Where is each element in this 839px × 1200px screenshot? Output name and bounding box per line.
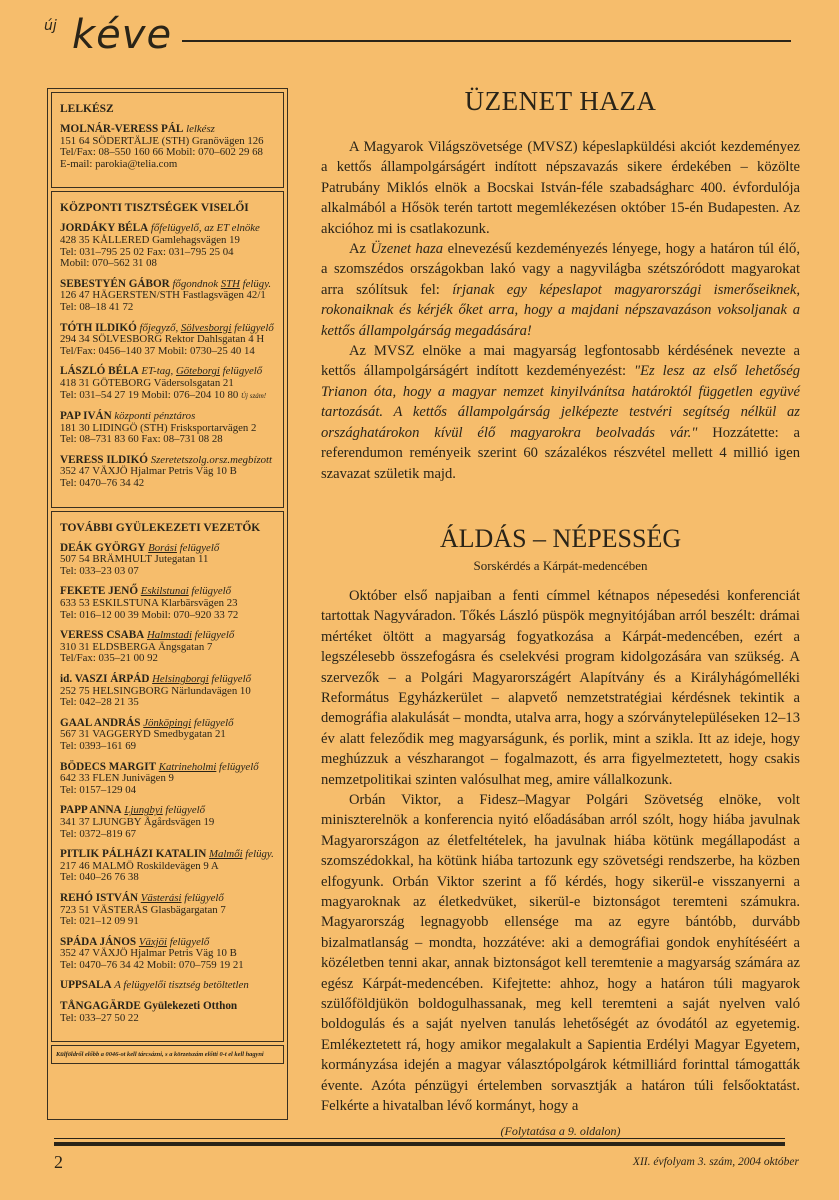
contact-entry (60, 323, 276, 358)
article-title: ÜZENET HAZA (464, 86, 657, 116)
contact-role: felügyelő (231, 321, 274, 334)
new-number-note: Új szám! (241, 391, 267, 400)
contact-name: SPÁDA JÁNOS (60, 935, 137, 948)
contact-detail: Tel: 040–26 76 38 (60, 871, 139, 884)
footer-rule (54, 1142, 785, 1146)
contact-name: DEÁK GYÖRGY (60, 541, 146, 554)
contact-congregation: Göteborgi (175, 365, 220, 378)
italic-text: írjanak egy képeslapot magyarországi ismerőseiknek, rokonaiknak és kérjék őket arra, hogy a majdani népszavazáson voksoljanak a kettős állampolgárság megadására! (321, 281, 800, 339)
contact-role: felügyelő (181, 891, 224, 904)
contact-detail: Tel: 0372–819 67 (60, 827, 137, 840)
section-title: TOVÁBBI GYÜLEKEZETI VEZETŐK (60, 521, 261, 534)
contact-congregation: Helsingborgi (152, 673, 209, 685)
contact-detail: 341 37 LJUNGBY Ågårdsvägen 19 (60, 815, 215, 828)
contact-name-line (60, 893, 276, 905)
page-number: 2 (54, 1152, 63, 1172)
contact-detail: E-mail: parokia@telia.com (60, 157, 178, 170)
contact-entry (60, 543, 276, 578)
contact-congregation: Halmstadi (146, 629, 192, 642)
contact-role: főfelügyelő, az ET elnöke (150, 222, 260, 235)
contact-role: Szeretetszolg.orsz.megbízott (150, 453, 273, 466)
text: Az (349, 241, 371, 258)
contact-entry (60, 674, 276, 709)
contact-detail: Tel: 0470–76 34 42 (60, 477, 145, 490)
italic-text: "Ez lesz az első lehetőség Trianon óta, hogy a magyar nemzet kinyilvánítsa határoktól független együvé tartozását. A kettős állampolgárság jelképezte testvéri segítség nélkül az országhatárokon kívül élő magyarokra beolvadás vár." (321, 363, 800, 441)
contact-detail: Tel: 08–731 83 60 Fax: 08–731 08 28 (60, 433, 223, 446)
contact-congregation: Malmői (209, 848, 243, 861)
contact-entry (60, 586, 276, 621)
contact-name: TÅNGAGÄRDE Gyülekezeti Otthon (60, 1000, 238, 1013)
article-title: ÁLDÁS – NÉPESSÉG (439, 523, 682, 553)
contact-entry (60, 718, 276, 753)
contact-name: PAPP ANNA (60, 804, 122, 817)
contact-detail: Tel: 021–12 09 91 (60, 915, 139, 928)
contact-name: BÖDECS MARGIT (60, 760, 157, 773)
contact-detail: Tel: 033–27 50 22 (60, 1011, 139, 1024)
contact-detail: 126 47 HÄGERSTEN/STH Fastlagsvägen 42/1 (60, 289, 266, 302)
contact-role: felügyelő (188, 585, 232, 598)
text: Október első napjaiban a fenti címmel kétnapos népesedési konferenciát tartottak Nagyváradon. Tőkés László püspök megnyitójában arról beszélt: drámai mértéket öltött a magyarság fogyatkozása a Kárpát-medencében, ezért a legszélesebb összefogásra és cselekvési program kidolgozására van szükség. A szervezők – a Polgári Magyarországért Alapítvány és a Királyhágómelléki Református Egyházkerület – alapvető nemzetstratégiai kérdésnek tekintik a demográfia alakulását – mondta, utalva arra, hogy a szórványtelepüléseken 12–13 év alatt feleződik meg magyarságunk, és porlik, mint a szikla. Itt az ideje, hogy meghúzzuk a vészharangot – fogalmazott, és arra figyelmeztetett, hogy csakis nemzetpolitikai szinten valósulhat meg, amire vállalkozunk. (321, 587, 800, 788)
contact-entry (60, 455, 276, 490)
contact-detail: 633 53 ESKILSTUNA Klarbärsvägen 23 (60, 597, 238, 610)
contact-name-line (60, 124, 276, 136)
contact-name: REHÓ ISTVÁN (60, 891, 139, 904)
italic-text: Üzenet haza (370, 241, 444, 258)
contact-name-line (60, 980, 276, 992)
contact-entry (60, 411, 276, 446)
contact-name-line (60, 411, 276, 423)
contact-name: id. VASZI ÁRPÁD (60, 673, 150, 685)
contact-detail: Tel: 0393–161 69 (60, 739, 137, 752)
paragraph (321, 586, 800, 790)
contact-name: JORDÁKY BÉLA (60, 222, 149, 235)
contact-detail: 352 47 VÄXJÖ Hjalmar Petris Väg 10 B (60, 465, 237, 478)
contact-name: TÓTH ILDIKÓ (60, 321, 137, 334)
text: A Magyarok Világszövetsége (MVSZ) képeslapküldési akciót kezdeményez a kettős állampolgárságért indított népszavazás sikere érdekében – közölte Patrubány Miklós elnök a Bocskai István-féle szabadságharc 400. évfordulója alkalmából a Hősök terén tartott megemlékezésen október 15-én Budapesten. Az akcióhoz mi is csatlakozunk. (321, 139, 800, 237)
contact-detail: Tel: 0470–76 34 42 Mobil: 070–759 19 21 (60, 958, 244, 971)
contact-entry (60, 762, 276, 797)
contact-detail: 428 35 KÅLLERED Gamlehagsvägen 19 (60, 233, 240, 246)
paragraph (321, 790, 800, 1117)
contact-detail: 723 51 VÄSTERÅS Glasbägargatan 7 (60, 903, 226, 916)
contact-role: A felügyelői tisztség betöltetlen (114, 979, 249, 992)
contact-detail: Tel: 0157–129 04 (60, 783, 137, 796)
contact-detail: Tel: 016–12 00 39 Mobil: 070–920 33 72 (60, 608, 239, 621)
contact-detail: Tel/Fax: 0456–140 37 Mobil: 0730–25 40 14 (60, 344, 255, 357)
contact-detail: 352 47 VÄXJÖ Hjalmar Petris Väg 10 B (60, 947, 237, 960)
text: Hozzátette: a referendumon reményeik szerint 60 százalékos részvétel mellett 4 millió igen szavazat születik majd. (321, 424, 800, 482)
text: elnevezésű kezdeményezés lényege, hogy a határon túl élő, a szomszédos országokban lakó vagy a nagyvilágba szétszóródott magyarokat arra szólítsuk fel: (321, 241, 800, 298)
contact-entry (60, 937, 276, 972)
contact-entry (60, 805, 276, 840)
contact-role: felügyelő (208, 673, 251, 685)
continued-note: (Folytatása a 9. oldalon) (500, 1124, 621, 1139)
contact-detail: Tel: 031–795 25 02 Fax: 031–795 25 04 (60, 245, 234, 258)
section-title: LELKÉSZ (60, 103, 114, 115)
contact-name: PAP IVÁN (60, 410, 112, 423)
main-column (321, 86, 800, 1139)
contact-detail: Tel/Fax: 08–550 160 66 Mobil: 070–602 29 68 (60, 146, 263, 159)
article-subtitle: Sorskérdés a Kárpát-medencében (473, 557, 648, 573)
contact-congregation: Borási (148, 541, 177, 554)
dialing-note: Külföldről előbb a 0046-ot kell tárcsázni, s a körzetszám előtti 0-t el kell hagyni (51, 1045, 284, 1064)
sidebar-section (51, 511, 284, 1043)
contact-role: felügyelő (191, 629, 235, 642)
contact-name: FEKETE JENŐ (60, 585, 139, 598)
contact-name: SEBESTYÉN GÁBOR (60, 277, 170, 290)
contacts-sidebar (47, 88, 288, 1120)
contact-entry (60, 279, 276, 314)
paragraph (321, 239, 800, 341)
contact-name-line (60, 674, 276, 686)
contact-role: lelkész (186, 123, 215, 135)
contact-detail: Tel: 042–28 21 35 (60, 696, 139, 709)
contact-detail: 642 33 FLEN Junivägen 9 (60, 772, 174, 785)
contact-congregation: Jönköpingi (143, 716, 192, 729)
contact-role: főgondnok (172, 277, 221, 290)
paragraph (321, 137, 800, 239)
contact-name: PITLIK PÁLHÁZI KATALIN (60, 848, 207, 861)
contact-entry (60, 366, 276, 402)
paragraph (321, 341, 800, 484)
contact-congregation: Västerási (140, 891, 182, 904)
contact-name-line (60, 1001, 276, 1013)
contact-detail: Tel: 08–18 41 72 (60, 300, 134, 313)
contact-congregation: Eskilstunai (140, 585, 189, 598)
article-body (321, 586, 800, 1117)
contact-detail: 181 30 LIDINGÖ (STH) Frisksportarvägen 2 (60, 421, 257, 434)
contact-detail: Tel/Fax: 035–21 00 92 (60, 652, 158, 665)
contact-entry (60, 1001, 276, 1024)
contact-name: VERESS CSABA (60, 629, 145, 642)
contact-role: felügy. (239, 277, 272, 290)
contact-entry (60, 124, 276, 170)
contact-entry (60, 630, 276, 665)
contact-role: főjegyző, (139, 321, 181, 334)
contact-name: MOLNÁR-VERESS PÁL (60, 123, 184, 135)
contact-congregation: Katrineholmi (158, 760, 217, 773)
issue-info: XII. évfolyam 3. szám, 2004 október (632, 1156, 799, 1168)
contact-role: felügyelő (216, 760, 259, 773)
contact-entry (60, 849, 276, 884)
contact-detail: 252 75 HELSINGBORG Närlundavägen 10 (60, 684, 251, 697)
logo-prefix: új (44, 18, 57, 34)
contact-congregation: STH (220, 277, 240, 290)
contact-role: felügyelő (191, 716, 234, 729)
article-body (321, 137, 800, 484)
contact-detail: 310 31 ELDSBERGA Ängsgatan 7 (60, 640, 213, 653)
contact-role: felügyelő (162, 804, 206, 817)
contact-role: felügyelő (167, 935, 210, 948)
contact-name-line (60, 849, 276, 861)
footer-rule (54, 1138, 785, 1139)
contact-congregation: Ljungbyi (124, 804, 163, 817)
contact-role: felügyelő (176, 541, 220, 554)
contact-detail: Tel: 033–23 03 07 (60, 564, 139, 577)
contact-entry (60, 980, 276, 992)
contact-detail-text: Tel: 031–54 27 19 Mobil: 076–204 10 80 (60, 388, 239, 401)
contact-detail: 567 31 VAGGERYD Smedbygatan 21 (60, 728, 226, 741)
contact-name: VERESS ILDIKÓ (60, 453, 148, 466)
section-title: KÖZPONTI TISZTSÉGEK VISELŐI (60, 202, 249, 215)
contact-entry (60, 893, 276, 928)
contact-role: felügy. (242, 848, 274, 861)
contact-detail: 151 64 SÖDERTÄLJE (STH) Granövägen 126 (60, 134, 264, 147)
contact-name: UPPSALA (60, 979, 112, 992)
contact-detail: 294 34 SÖLVESBORG Rektor Dahlsgatan 4 H (60, 333, 265, 346)
text: Orbán Viktor, a Fidesz–Magyar Polgári Szövetség elnöke, volt miniszterelnök a konferencia nyitó előadásában arról szólt, hogy hiába javulnak Magyarországon az életfeltételek, ha javulnak hiába kötünk megállapodást a szomszédokkal, ha kötünk hiába tartozunk egy szövetségi rendszerbe, ha közben elfogyunk. Orbán Viktor szerint a fő kérdés, hogy sikerül-e visszanyerni a magyaroknak az életkedvüket, sikerül-e biztonságot teremteni számukra. Magyarország legnagyobb ellensége ma az egyre bántóbb, durvább bizalmatlanság – mondta, hozzátéve: aki a demográfiai gondok enyhítéséért a közéletben tenni akar, annak biztonságot kell teremtenie a magyarság számára az egész Kárpát-medencében. Kifejtette: ahhoz, hogy a határon túli magyarok szülőföldjükön boldogulhassanak, meg kell teremteni a saját nyelven való boldogulás és a saját nyelven tanulás lehetőségét az óvodától az egyetemig. Emlékeztetett rá, hogy amikor megalakult a Sapientia Erdélyi Magyar Egyetem, kormányzása idején a magyar választópolgárok kétmilliárd forinttal támogatták évente. Azóta pénzügyi értelemben sorvasztják a határon túli felsőoktatást. Felkérte a hivatalban lévő kormányt, hogy a (321, 791, 800, 1115)
contact-name: LÁSZLÓ BÉLA (60, 365, 139, 378)
header-rule (182, 40, 791, 42)
contact-role: központi pénztáros (114, 410, 196, 423)
contact-congregation: Sölvesborgi (180, 321, 232, 334)
contact-name: GAAL ANDRÁS (60, 716, 141, 729)
text: Az MVSZ elnöke a mai magyarság legfontosabb kérdésének nevezte a kettős állampolgárságért indított kezdeményezést: (321, 343, 800, 380)
contact-detail: 507 54 BRÄMHULT Jutegatan 11 (60, 553, 209, 566)
contact-congregation: Växjöi (138, 935, 168, 948)
contact-role: ET-tag, (141, 365, 176, 378)
contact-role: felügyelő (219, 365, 263, 378)
magazine-logo: kéve (72, 12, 173, 58)
contact-detail (60, 390, 276, 403)
contact-entry (60, 223, 276, 269)
contact-detail: 418 31 GÖTEBORG Vädersolsgatan 21 (60, 376, 234, 389)
contact-detail: Mobil: 070–562 31 08 (60, 257, 157, 270)
sidebar-section (51, 191, 284, 507)
sidebar-section (51, 92, 284, 188)
contact-detail: 217 46 MALMÖ Roskildevägen 9 A (60, 859, 219, 872)
